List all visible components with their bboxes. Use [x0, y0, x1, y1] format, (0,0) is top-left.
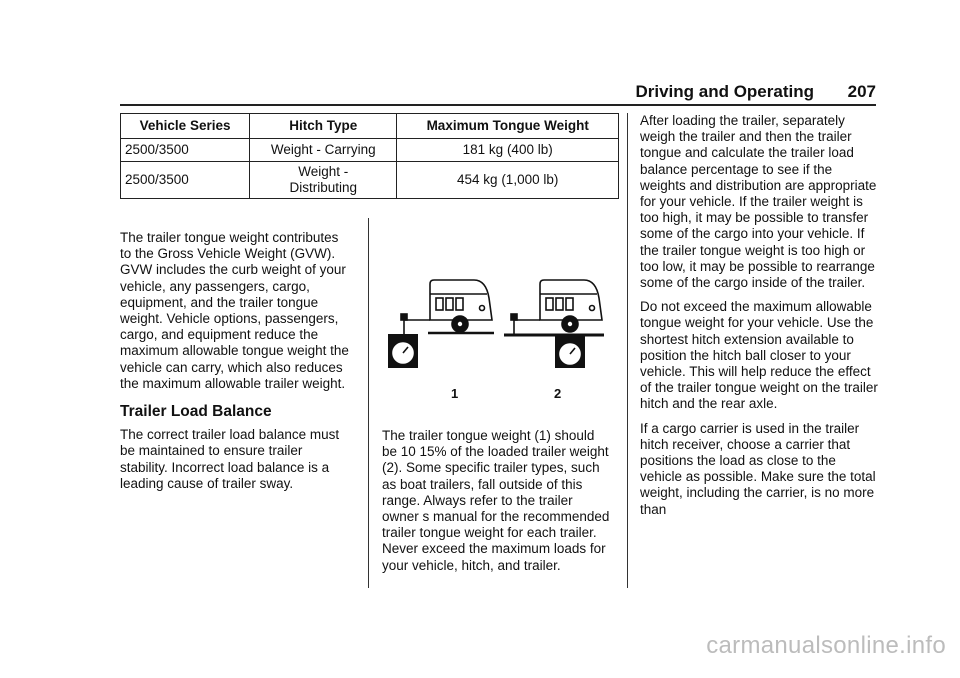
load-balance-paragraph: The correct trailer load balance must be maintained to ensure trailer stability. Incorrect load balance is a leading cause of trailer sway.	[120, 427, 340, 491]
column-divider	[627, 113, 628, 588]
weighing-paragraph: After loading the trailer, separately weigh the trailer and then the trailer tongue and calculate the trailer load balance percentage to see if the weights and distribution are appropriate for your vehicle. If the trailer weight is too high, it may be possible to transfer some of the cargo into your vehicle. If the trailer tongue weight is too high or too low, it may be possible to rearrange some of the cargo inside of the trailer.	[640, 113, 877, 291]
watermark: carmanualsonline.info	[706, 632, 946, 659]
header-vehicle-series: Vehicle Series	[121, 114, 250, 139]
section-heading: Trailer Load Balance	[120, 403, 272, 421]
table-row	[121, 139, 619, 162]
figure-label-2: 2	[554, 386, 562, 401]
table-cell: 2500/3500	[121, 139, 250, 162]
header-max-tongue-weight: Maximum Tongue Weight	[397, 114, 619, 139]
tongue-weight-paragraph: The trailer tongue weight (1) should be 10 15% of the loaded trailer weight (2). Some specific trailer types, such as boat trailers, fall outside of this range. Always refer to the trailer owner s manual for the recommended trailer tongue weight for each trailer. Never exceed the maximum loads for your vehicle, hitch, and trailer.	[382, 428, 610, 573]
column-right	[640, 113, 878, 526]
table-cell: 2500/3500	[121, 162, 250, 199]
column-left	[120, 230, 352, 500]
trailer-weighing-illustration	[388, 278, 608, 401]
table-cell: Weight - Carrying	[250, 139, 397, 162]
table-header-row	[121, 114, 619, 139]
trailer-on-axle-scale-illustration	[504, 280, 604, 368]
table-cell: 454 kg (1,000 lb)	[397, 162, 619, 199]
column-divider	[368, 218, 369, 588]
gvw-paragraph: The trailer tongue weight contributes to the Gross Vehicle Weight (GVW). GVW includes the curb weight of your vehicle, any passengers, cargo, equipment, and the trailer tongue weight. Vehicle options, passengers, cargo, and equipment reduce the maximum allowable tongue weight the vehicle can carry, which also reduces the maximum allowable trailer weight.	[120, 230, 349, 391]
figure-label-1: 1	[451, 386, 459, 401]
table-row	[121, 162, 619, 199]
cargo-carrier-paragraph: If a cargo carrier is used in the trailer hitch receiver, choose a carrier that positions the load as close to the vehicle as possible. Make sure the total weight, including the carrier, is no more than	[640, 420, 876, 517]
page-number: 207	[847, 82, 876, 101]
page-header	[120, 84, 876, 106]
table-cell: Weight - Distributing	[250, 162, 397, 199]
header-hitch-type: Hitch Type	[250, 114, 397, 139]
tongue-weight-table	[120, 113, 619, 199]
column-middle	[382, 428, 612, 582]
trailer-on-tongue-scale-illustration	[388, 280, 494, 368]
section-title: Driving and Operating	[635, 82, 814, 101]
table-cell: 181 kg (400 lb)	[397, 139, 619, 162]
trailer-diagram	[388, 278, 608, 398]
hitch-extension-paragraph: Do not exceed the maximum allowable tongue weight for your vehicle. Use the shortest hitch extension available to position the hitch ball closer to your vehicle. This will help reduce the effect of the trailer tongue weight on the trailer hitch and the rear axle.	[640, 299, 878, 412]
